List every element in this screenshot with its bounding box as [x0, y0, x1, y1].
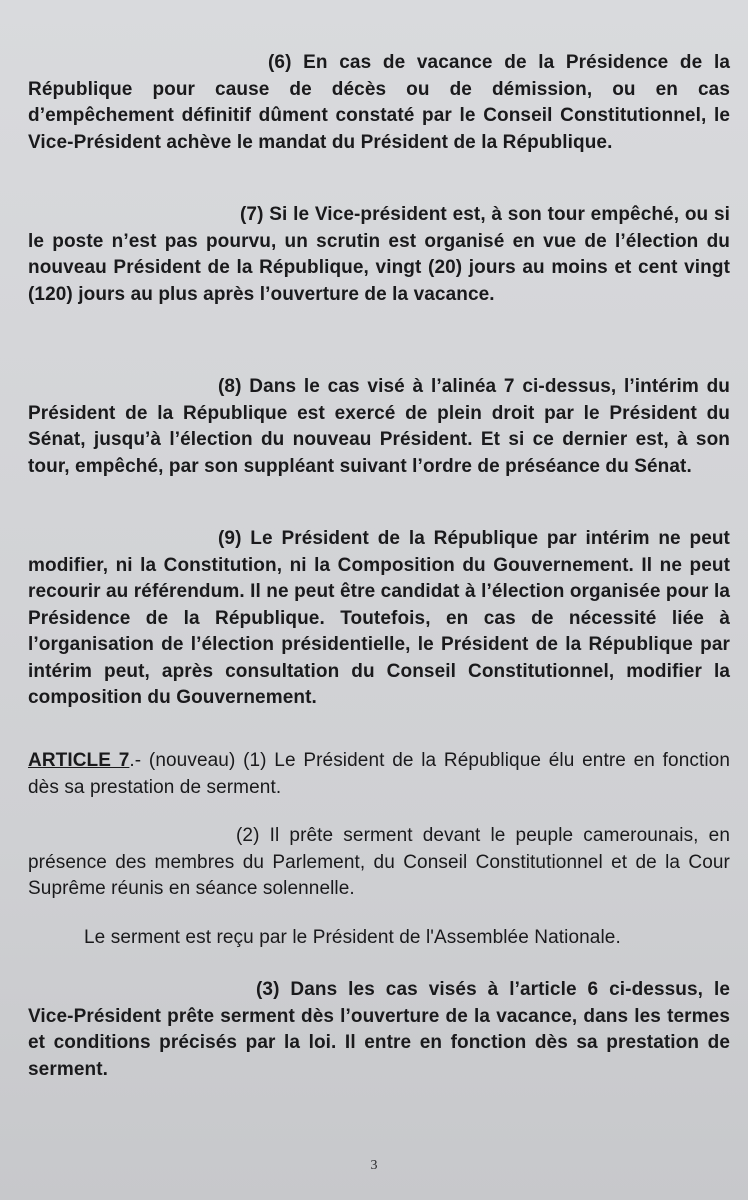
article-7-paragraph-3: (3) Dans les cas visés à l’article 6 ci-dessus, le Vice-Président prête serment dès l’ouverture de la vacance, dans les termes et conditions précisés par la loi. Il entre en fonction dès sa prestation de serment.	[28, 979, 730, 1080]
paragraph-9: (9) Le Président de la République par intérim ne peut modifier, ni la Constitution, ni la Composition du Gouvernement. Il ne peut recourir au référendum. Il ne peut être candidat à l’élection organisée pour la Présidence de la République. Toutefois, en cas de nécessité liée à l’organisation de l’élection présidentielle, le Président de la République par intérim peut, après consultation du Conseil Constitutionnel, modifier la composition du Gouvernement.	[28, 528, 730, 708]
paragraph-6: (6) En cas de vacance de la Présidence de la République pour cause de décès ou de démission, ou en cas d’empêchement définitif dûment constaté par le Conseil Constitutionnel, le Vice-Président achève le mandat du Président de la République.	[28, 52, 730, 153]
article-7-text: .- (nouveau) (1) Le Président de la République élu entre en fonction dès sa prestation de serment.	[28, 750, 731, 798]
paragraph-8: (8) Dans le cas visé à l’alinéa 7 ci-dessus, l’intérim du Président de la République est exercé de plein droit par le Président du Sénat, jusqu’à l’élection du nouveau Président. Et si ce dernier est, à son tour, empêché, par son suppléant suivant l’ordre de préséance du Sénat.	[28, 376, 730, 477]
article-7-paragraph-1	[28, 748, 730, 801]
paragraph-7: (7) Si le Vice-président est, à son tour empêché, ou si le poste n’est pas pourvu, un scrutin est organisé en vue de l’élection du nouveau Président de la République, vingt (20) jours au moins et cent vingt (120) jours au plus après l’ouverture de la vacance.	[28, 204, 730, 305]
article-7-heading: ARTICLE 7	[28, 750, 130, 771]
oath-received-text: Le serment est reçu par le Président de l'Assemblée Nationale.	[84, 927, 621, 948]
article-7-paragraph-2: (2) Il prête serment devant le peuple camerounais, en présence des membres du Parlement, du Conseil Constitutionnel et de la Cour Suprême réunis en séance solennelle.	[28, 825, 730, 899]
page-number: 3	[370, 1158, 378, 1173]
